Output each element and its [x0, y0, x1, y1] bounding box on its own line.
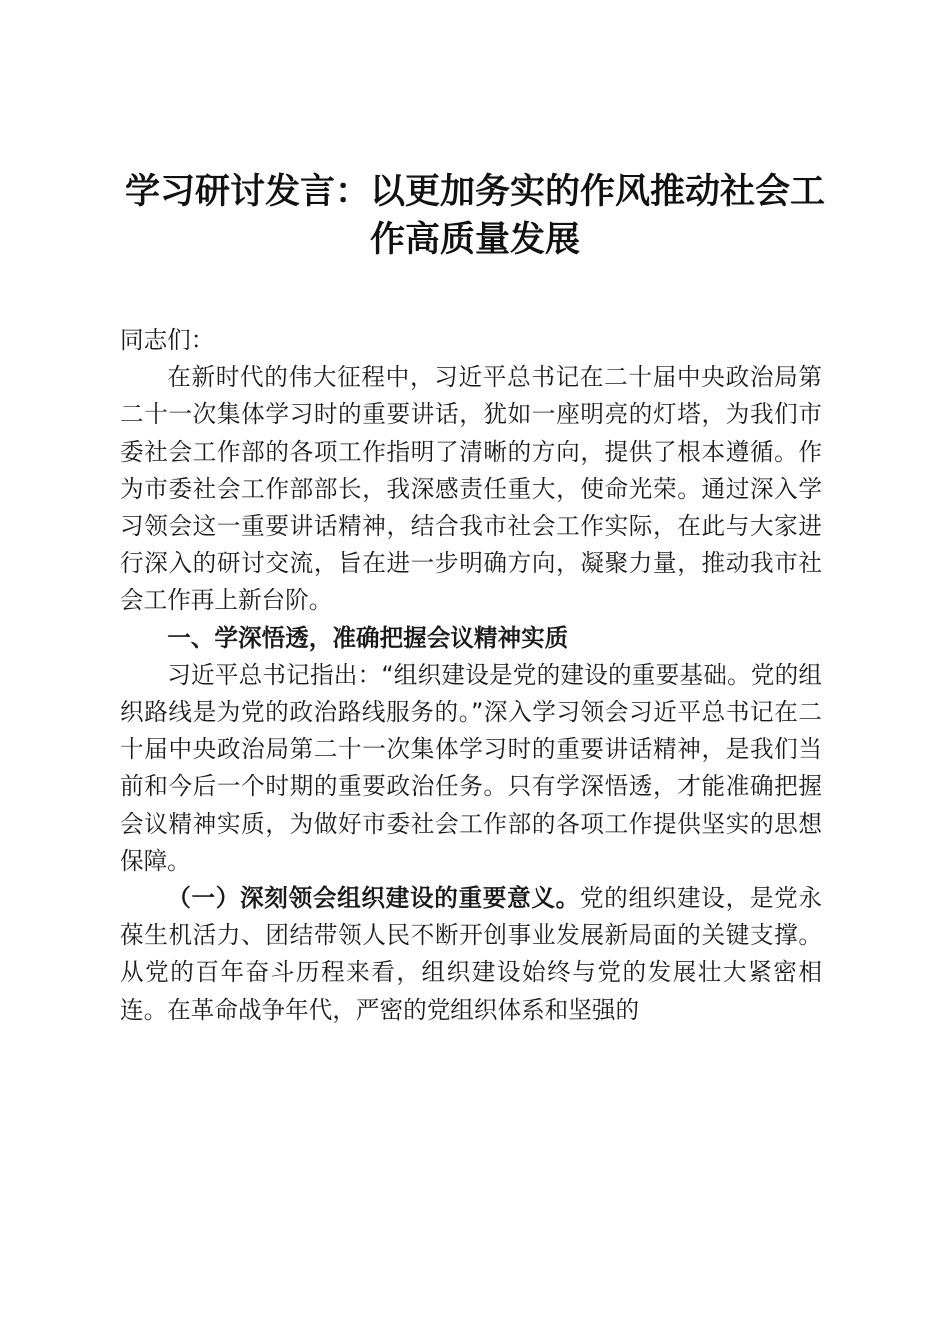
document-title — [110, 168, 840, 264]
subsection-1-paragraph — [120, 880, 822, 1029]
document-body — [120, 322, 822, 1029]
section-1-paragraph: 习近平总书记指出：“组织建设是党的建设的重要基础。党的组织路线是为党的政治路线服务的。”深入学习领会习近平总书记在二十届中央政治局第二十一次集体学习时的重要讲话精神，是我们当前和今后一个时期的重要政治任务。只有学深悟透，才能准确把握会议精神实质，为做好市委社会工作部的各项工作提供坚实的思想保障。 — [120, 660, 822, 875]
subsection-1-text: 党的组织建设，是党永葆生机活力、团结带领人民不断开创事业发展新局面的关键支撑。从党的百年奋斗历程来看，组织建设始终与党的发展壮大紧密相连。在革命战争年代，严密的党组织体系和坚强的 — [120, 884, 822, 1024]
section-1-heading: 一、学深悟透，准确把握会议精神实质 — [167, 623, 569, 652]
title-line-1: 学习研讨发言：以更加务实的作风推动社会工 — [124, 171, 825, 212]
title-line-2: 作高质量发展 — [369, 219, 580, 260]
greeting: 同志们： — [120, 326, 215, 354]
subsection-1-heading: （一）深刻领会组织建设的重要意义。 — [167, 884, 580, 913]
intro-paragraph: 在新时代的伟大征程中，习近平总书记在二十届中央政治局第二十一次集体学习时的重要讲话，犹如一座明亮的灯塔，为我们市委社会工作部的各项工作指明了清晰的方向，提供了根本遵循。作为市委社会工作部部长，我深感责任重大，使命光荣。通过深入学习领会这一重要讲话精神，结合我市社会工作实际，在此与大家进行深入的研讨交流，旨在进一步明确方向，凝聚力量，推动我市社会工作再上新台阶。 — [120, 363, 822, 615]
